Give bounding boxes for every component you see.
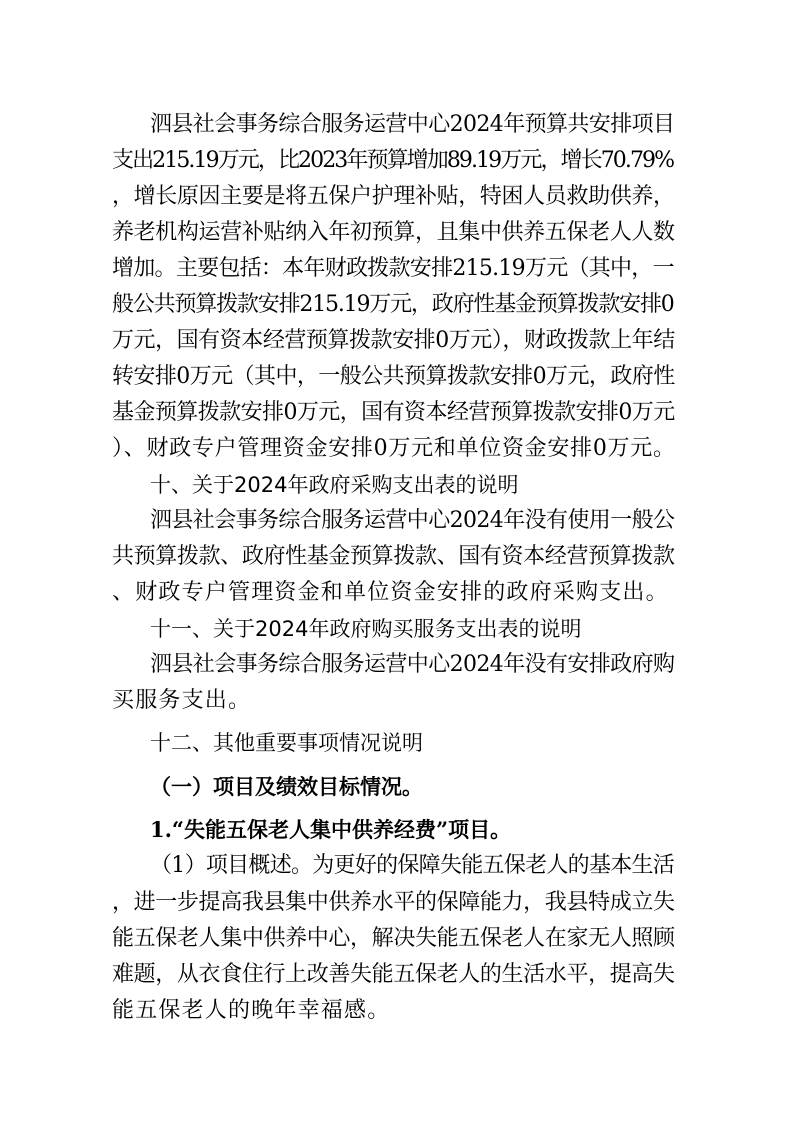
body-text-line: 能五保老人的晚年幸福感。 [112,998,391,1023]
body-text-line: 万元，国有资本经营预算拨款安排0万元），财政拨款上年结 [112,328,675,353]
section-heading: 十二、其他重要事项情况说明 [150,731,423,755]
body-text-line: 增加。主要包括：本年财政拨款安排215.19万元（其中，一 [112,256,674,281]
body-text-line: 养老机构运营补贴纳入年初预算，且集中供养五保老人人数 [112,220,675,245]
body-text-line: 基金预算拨款安排0万元，国有资本经营预算拨款安排0万元 [112,400,675,425]
body-text-line: 难题，从衣食住行上改善失能五保老人的生活水平，提高失 [112,962,675,987]
body-text-line: 能五保老人集中供养中心，解决失能五保老人在家无人照顾 [112,926,675,951]
body-text-line: 买服务支出。 [112,688,252,713]
body-text-line: 转安排0万元（其中，一般公共预算拨款安排0万元，政府性 [112,364,675,389]
body-text-line: 泗县社会事务综合服务运营中心2024年没有安排政府购 [150,652,675,677]
body-text-line: 般公共预算拨款安排215.19万元，政府性基金预算拨款安排0 [112,292,674,317]
body-text-line: ）、财政专户管理资金安排0万元和单位资金安排0万元。 [112,436,676,461]
body-text-line: 支出215.19万元，比2023年预算增加89.19万元，增长70.79% [112,148,674,173]
subsection-heading: （一）项目及绩效目标情况。 [150,774,423,799]
body-text-line: 共预算拨款、政府性基金预算拨款、国有资本经营预算拨款 [112,544,675,569]
body-text-line: 、财政专户管理资金和单位资金安排的政府采购支出。 [112,580,669,605]
section-heading: 十一、关于2024年政府购买服务支出表的说明 [150,617,582,641]
body-text-line: ，进一步提高我县集中供养水平的保障能力，我县特成立失 [112,890,675,915]
body-text-line: 泗县社会事务综合服务运营中心2024年没有使用一般公 [150,508,675,533]
item-heading: 1.“失能五保老人集中供养经费”项目。 [150,817,512,842]
body-text-line: 泗县社会事务综合服务运营中心2024年预算共安排项目 [150,112,675,137]
body-text-line: ，增长原因主要是将五保户护理补贴，特困人员救助供养， [112,184,675,209]
section-heading: 十、关于2024年政府采购支出表的说明 [150,473,519,497]
body-text-line: （1）项目概述。为更好的保障失能五保老人的基本生活 [150,853,675,878]
